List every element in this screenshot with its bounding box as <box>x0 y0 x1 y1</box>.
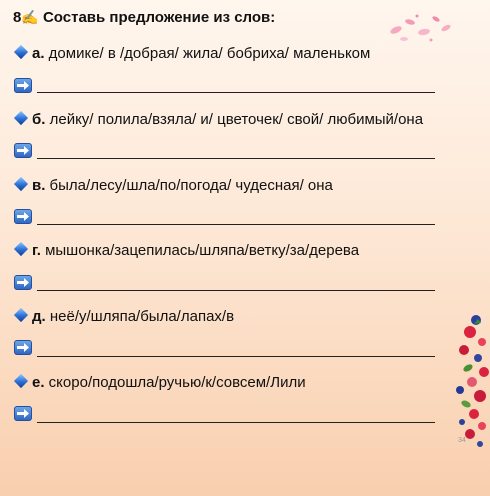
item-words: была/лесу/шла/по/погода/ чудесная/ она <box>45 177 333 194</box>
arrow-right-icon <box>14 340 32 355</box>
item-words: мышонка/зацепилась/шляпа/ветку/за/дерева <box>40 242 360 259</box>
item-v <box>16 177 333 194</box>
arrow-right-icon <box>14 209 32 224</box>
task-number: 8 <box>13 9 22 26</box>
item-g <box>16 242 359 259</box>
item-e <box>16 374 306 391</box>
diamond-bullet-icon <box>14 374 28 388</box>
task-instruction: Составь предложение из слов: <box>42 9 276 26</box>
item-a <box>16 45 370 62</box>
diamond-bullet-icon <box>14 177 28 191</box>
writing-hand-icon: ✍ <box>21 9 39 25</box>
rose-petals-decoration <box>384 10 454 45</box>
item-words: скоро/подошла/ручью/к/совсем/Лили <box>44 374 306 391</box>
item-words: неё/у/шляпа/была/лапах/в <box>45 308 235 325</box>
arrow-right-icon <box>14 406 32 421</box>
item-letter: е. <box>32 374 45 391</box>
item-b <box>16 111 423 128</box>
answer-line[interactable] <box>37 158 435 159</box>
diamond-bullet-icon <box>14 308 28 322</box>
diamond-bullet-icon <box>14 111 28 125</box>
page-number: 34 <box>458 437 466 444</box>
answer-line[interactable] <box>37 92 435 93</box>
diamond-bullet-icon <box>14 45 28 59</box>
answer-line[interactable] <box>37 290 435 291</box>
item-letter: а. <box>32 45 45 62</box>
item-letter: б. <box>32 111 46 128</box>
diamond-bullet-icon <box>14 242 28 256</box>
task-title <box>13 9 275 26</box>
item-letter: г. <box>32 242 41 259</box>
arrow-right-icon <box>14 78 32 93</box>
item-letter: д. <box>32 308 46 325</box>
arrow-right-icon <box>14 143 32 158</box>
answer-line[interactable] <box>37 224 435 225</box>
item-d <box>16 308 234 325</box>
arrow-right-icon <box>14 275 32 290</box>
item-words: домике/ в /добрая/ жила/ бобриха/ маленьком <box>44 45 371 62</box>
item-words: лейку/ полила/взяла/ и/ цветочек/ свой/ любимый/она <box>45 111 424 128</box>
answer-line[interactable] <box>37 422 435 423</box>
answer-line[interactable] <box>37 356 435 357</box>
item-letter: в. <box>32 177 46 194</box>
